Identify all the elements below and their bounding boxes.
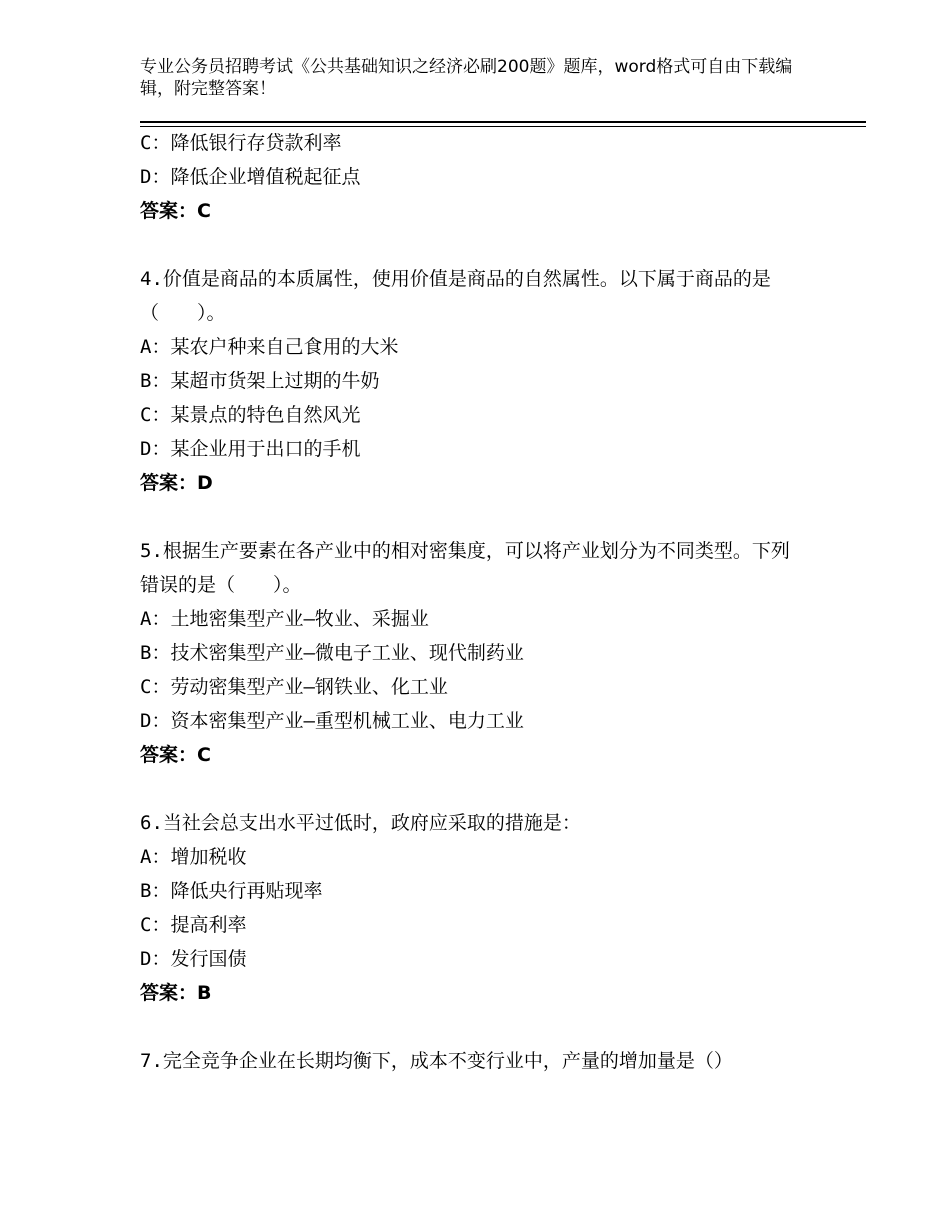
question-stem: 7.完全竞争企业在长期均衡下，成本不变行业中，产量的增加量是（） [140, 1050, 733, 1072]
option-d: D：发行国债 [140, 948, 247, 970]
question-7 [140, 1044, 800, 1078]
option-c: C：降低银行存贷款利率 [140, 132, 342, 154]
answer: 答案：C [140, 744, 211, 766]
option-b: B：某超市货架上过期的牛奶 [140, 370, 380, 392]
question-5 [140, 534, 800, 772]
answer: 答案：D [140, 472, 213, 494]
question-4 [140, 262, 800, 500]
option-a: A：增加税收 [140, 846, 247, 868]
question-stem: 6.当社会总支出水平过低时，政府应采取的措施是： [140, 812, 581, 834]
question-stem: 5.根据生产要素在各产业中的相对密集度，可以将产业划分为不同类型。下列错误的是（ ）。 [140, 540, 790, 596]
option-a: A：土地密集型产业—牧业、采掘业 [140, 608, 429, 630]
question-stem: 4.价值是商品的本质属性，使用价值是商品的自然属性。以下属于商品的是（ ）。 [140, 268, 771, 324]
question-6 [140, 806, 800, 1010]
option-b: B：技术密集型产业—微电子工业、现代制药业 [140, 642, 524, 664]
prev-question-tail [140, 126, 800, 228]
option-c: C：提高利率 [140, 914, 247, 936]
option-a: A：某农户种来自己食用的大米 [140, 336, 399, 358]
page-header: 专业公务员招聘考试《公共基础知识之经济必刷200题》题库，word格式可自由下载编辑，附完整答案！ [140, 57, 793, 99]
answer: 答案：B [140, 982, 212, 1004]
header-rule-thick [140, 121, 866, 123]
option-b: B：降低央行再贴现率 [140, 880, 323, 902]
option-c: C：劳动密集型产业—钢铁业、化工业 [140, 676, 448, 698]
question-list [140, 126, 800, 1078]
option-d: D：某企业用于出口的手机 [140, 438, 361, 460]
option-d: D：资本密集型产业—重型机械工业、电力工业 [140, 710, 524, 732]
option-d: D：降低企业增值税起征点 [140, 166, 361, 188]
answer: 答案：C [140, 200, 211, 222]
option-c: C：某景点的特色自然风光 [140, 404, 361, 426]
